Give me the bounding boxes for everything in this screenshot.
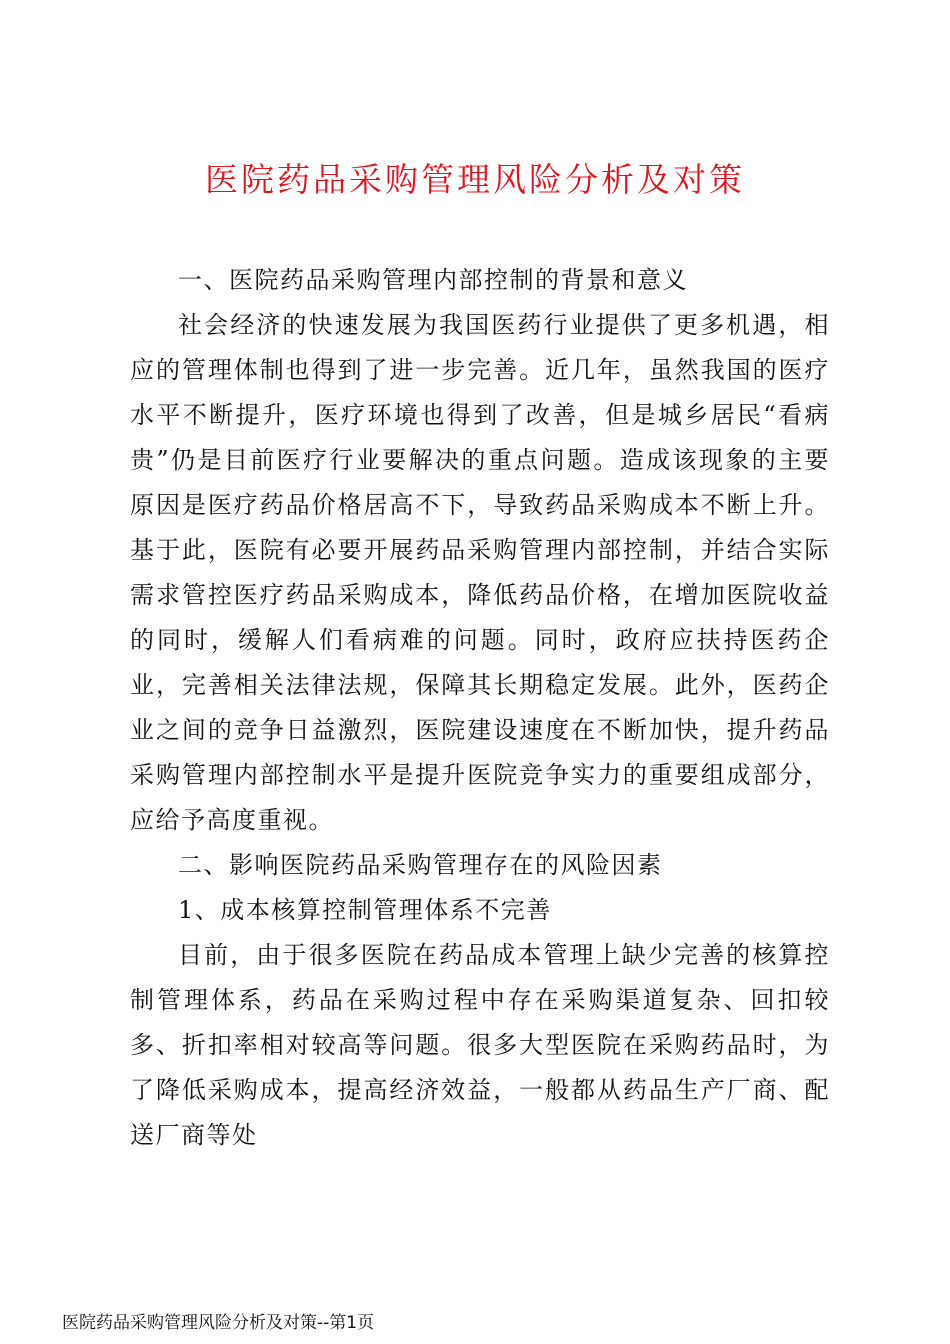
section-heading-2: 二、影响医院药品采购管理存在的风险因素 — [178, 851, 663, 879]
body-paragraph-1: 社会经济的快速发展为我国医药行业提供了更多机遇，相应的管理体制也得到了进一步完善。近几年，虽然我国的医疗水平不断提升，医疗环境也得到了改善，但是城乡居民“看病贵”仍是目前医疗行业要解决的重点问题。造成该现象的主要原因是医疗药品价格居高不下，导致药品采购成本不断上升。基于此，医院有必要开展药品采购管理内部控制，并结合实际需求管控医疗药品采购成本，降低药品价格，在增加医院收益的同时，缓解人们看病难的问题。同时，政府应扶持医药企业，完善相关法律法规，保障其长期稳定发展。此外，医药企业之间的竞争日益激烈，医院建设速度在不断加快，提升药品采购管理内部控制水平是提升医院竞争实力的重要组成部分，应给予高度重视。 — [130, 311, 830, 834]
section-heading-1: 一、医院药品采购管理内部控制的背景和意义 — [178, 266, 688, 294]
page-footer: 医院药品采购管理风险分析及对策--第1页 — [62, 1313, 375, 1333]
document-body — [130, 258, 830, 1158]
subsection-heading-1: 1、成本核算控制管理体系不完善 — [178, 896, 552, 924]
body-paragraph-2: 目前，由于很多医院在药品成本管理上缺少完善的核算控制管理体系，药品在采购过程中存在采购渠道复杂、回扣较多、折扣率相对较高等问题。很多大型医院在采购药品时，为了降低采购成本，提高经济效益，一般都从药品生产厂商、配送厂商等处 — [130, 941, 830, 1149]
document-title: 医院药品采购管理风险分析及对策 — [205, 160, 745, 199]
